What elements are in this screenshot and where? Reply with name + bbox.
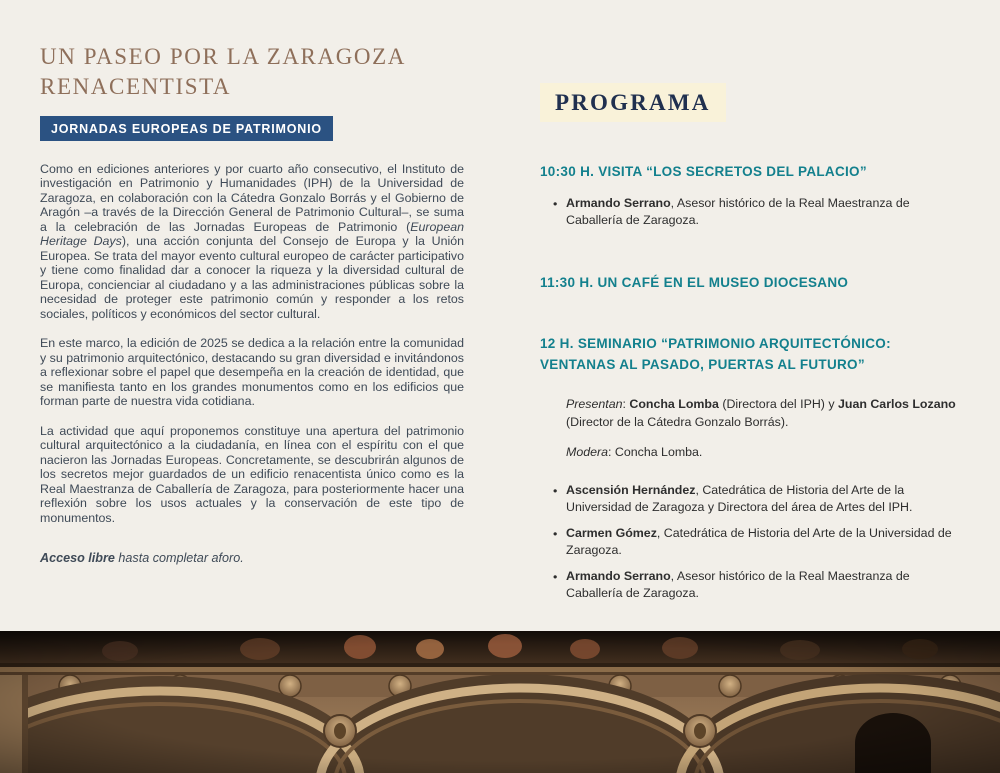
intro-paragraph-3: La actividad que aquí proponemos constituye una apertura del patrimonio cultural arquitectónico a la ciudadanía, en línea con el espíritu con el que nacieron las Jornadas Europeas. Concretamente, se descubrirán algunos de los secretos mejor guardados de un edificio renacentista único como es la Real Maestranza de Caballería de Zaragoza, para posteriormente hacer una reflexión sobre los usos actuales y la conservación de este tipo de monumentos. bbox=[40, 423, 464, 525]
intro-paragraph-2: En este marco, la edición de 2025 se dedica a la relación entre la comunidad y su patrimonio arquitectónico, destacando su gran diversidad e invitándonos a reflexionar sobre el papel que desempeña en la creación de identidad, que se manifiesta tanto en los grandes monumentos como en los edificios que forman parte de nuestra vida cotidiana. bbox=[40, 336, 464, 409]
heritage-days-badge: JORNADAS EUROPEAS DE PATRIMONIO bbox=[40, 116, 333, 141]
speaker-item: • Ascensión Hernández, Catedrática de Historia del Arte de la Universidad de Zaragoza y Directora del área de Artes del IPH. bbox=[566, 482, 966, 516]
program-event-visit bbox=[540, 162, 966, 229]
speaker-item: • Armando Serrano, Asesor histórico de la Real Maestranza de Caballería de Zaragoza. bbox=[566, 195, 966, 229]
program-heading: PROGRAMA bbox=[540, 83, 726, 122]
intro-paragraph-1: Como en ediciones anteriores y por cuarto año consecutivo, el Instituto de investigación en Patrimonio y Humanidades (IPH) de la Universidad de Zaragoza, en colaboración con la Cátedra Gonzalo Borrás y el Gobierno de Aragón –a través de la Dirección General de Patrimonio Cultural–, se suma a la celebración de las Jornadas Europeas de Patrimonio (European Heritage Days), una acción conjunta del Consejo de Europa y la Unión Europea. Se trata del mayor evento cultural europeo de carácter participativo y tiene como finalidad dar a conocer la riqueza y la diversidad cultural de Europa, concienciar al ciudadano y a las administraciones públicas sobre la necesidad de proteger este patrimonio común y responder a los retos sociales, políticos y económicos del sector cultural. bbox=[40, 161, 465, 321]
program-event-coffee bbox=[540, 273, 966, 294]
speaker-item: • Carmen Gómez, Catedrática de Historia del Arte de la Universidad de Zaragoza. bbox=[566, 525, 966, 559]
intro-column bbox=[40, 42, 464, 565]
courtyard-photo-art bbox=[0, 631, 1000, 773]
event-title-visit: 10:30 H. VISITA “LOS SECRETOS DEL PALACIO” bbox=[540, 164, 867, 179]
program-column bbox=[540, 83, 966, 611]
speaker-item: • Armando Serrano, Asesor histórico de la Real Maestranza de Caballería de Zaragoza. bbox=[566, 568, 966, 602]
event-visit-speakers bbox=[540, 195, 966, 229]
event-title-coffee: 11:30 H. UN CAFÉ EN EL MUSEO DIOCESANO bbox=[540, 275, 849, 291]
page-title: UN PASEO POR LA ZARAGOZA RENACENTISTA bbox=[40, 44, 405, 100]
event-title-seminar: 12 H. SEMINARIO “PATRIMONIO ARQUITECTÓNICO: VENTANAS AL PASADO, PUERTAS AL FUTURO” bbox=[540, 336, 891, 372]
seminar-moderator: Modera: Concha Lomba. bbox=[566, 445, 703, 460]
seminar-speakers bbox=[540, 482, 966, 603]
seminar-presenters: Presentan: Concha Lomba (Directora del IPH) y Juan Carlos Lozano (Director de la Cátedra Gonzalo Borrás). bbox=[566, 396, 956, 429]
courtyard-photo bbox=[0, 631, 1000, 773]
free-entry-note: Acceso libre hasta completar aforo. bbox=[40, 551, 244, 566]
program-event-seminar bbox=[540, 334, 966, 602]
